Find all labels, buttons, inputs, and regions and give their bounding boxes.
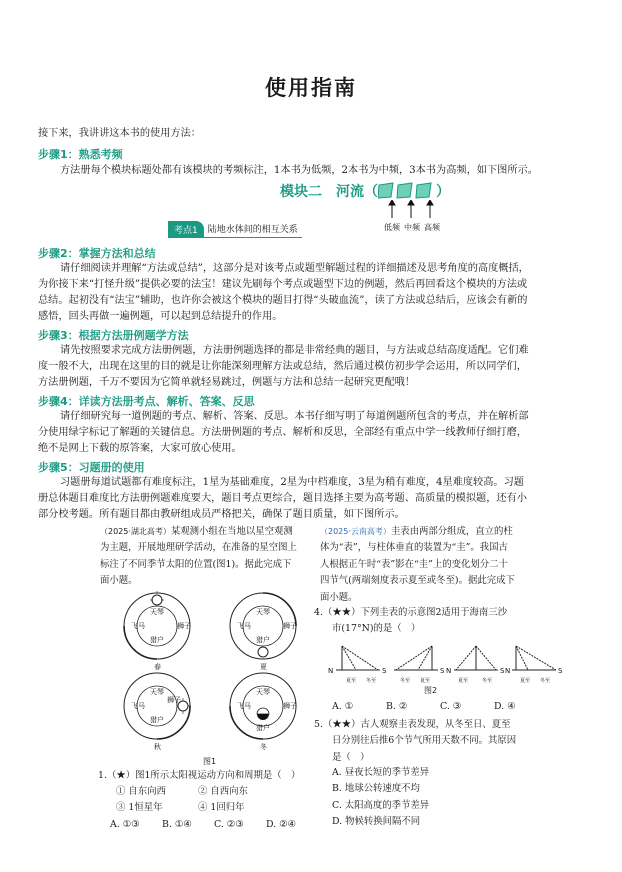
gnomon-4	[512, 646, 556, 670]
g2-mark-2: 夏至	[420, 678, 431, 684]
right-stem-3: 人根据正午时“表”影在“圭”上的变化划分二十	[320, 558, 508, 570]
spring-left: 飞马	[131, 622, 145, 630]
freq-mid-label: 中频	[404, 223, 420, 232]
winter-season: 冬	[260, 743, 267, 751]
g4-mark-1: 夏至	[520, 678, 531, 684]
gnomon-1	[336, 646, 380, 670]
g1-mark-2: 冬至	[366, 678, 377, 684]
step3-line-3: 方法册例题，千万不要因为它简单就轻易跳过，例题与方法和总结一起研究更配哦！	[38, 377, 415, 388]
freq-high-label: 高频	[424, 223, 440, 232]
g1-mark-1: 夏至	[346, 678, 357, 684]
q5-choice-a: A. 昼夜长短的季节差异	[332, 767, 430, 778]
step1-heading: 步骤1：熟悉考频	[38, 148, 123, 161]
q5-line-3: 是（ ）	[332, 751, 370, 763]
summer-right: 狮子	[283, 622, 297, 630]
q1-choice-c: C. ②③	[214, 819, 244, 830]
summer-bottom: 猎户	[256, 636, 270, 644]
q1-choice-d: D. ②④	[266, 819, 296, 830]
q1-stem: 1.（★）图1所示太阳视运动方向和周期是（ ）	[98, 770, 301, 781]
q1-options-ab	[116, 784, 316, 800]
q5-line-2: 日分别往后推6个节气所用天数不同。其原因	[332, 735, 517, 747]
q5-choice-b: B. 地球公转速度不均	[332, 783, 420, 795]
gnomon-2	[394, 646, 438, 670]
freq-low-label: 低频	[384, 223, 400, 232]
summer-top: 天琴	[256, 608, 270, 616]
q4-choice-b: B. ②	[386, 701, 408, 712]
star-map-winter	[230, 673, 297, 751]
summer-season: 夏	[260, 663, 267, 671]
right-source: （2025·云南高考）	[320, 527, 391, 536]
step5-line-3: 部分校考题。所有题目都由教研组成员严格把关，确保了题目质量，如下图所示。	[38, 509, 405, 520]
step4-line-1: 请仔细研究每一道例题的考点、解析、答案、反思。本书仔细写明了每道例题所包含的考点，并在解析部	[60, 411, 529, 422]
kd-title: 陆地水体间的相互关系	[204, 220, 302, 238]
question-4	[314, 605, 507, 638]
left-stem-1: 某观测小组在当地以星空观测	[170, 526, 293, 537]
figure-1-star-maps	[105, 586, 315, 756]
left-stem-4: 面小题。	[100, 575, 138, 587]
module-frequency-demo	[280, 181, 450, 201]
autumn-season: 秋	[154, 743, 161, 751]
step2-heading: 步骤2：掌握方法和总结	[38, 247, 156, 260]
step3-line-2: 度一般不大，出现在这里的目的就是让你能深刻理解方法或总结，然后通过模仿初步学会运用，所以同学们，	[38, 361, 527, 372]
step4-line-2: 分使用绿字标记了解题的关键信息。方法册例题的考点、解析和反思，全部经有重点中学一线教师仔细打磨，	[38, 427, 527, 438]
frequency-arrows	[382, 200, 452, 220]
kd-badge: 考点1	[168, 221, 204, 238]
figure-2-label: 图2	[424, 686, 438, 695]
winter-top: 天琴	[256, 688, 270, 696]
g4-mark-2: 冬至	[540, 678, 551, 684]
g3-s: S	[500, 667, 505, 675]
winter-right: 狮子	[283, 702, 297, 710]
spring-season: 春	[154, 663, 161, 671]
g2-s: S	[440, 667, 445, 675]
frequency-books-icon	[378, 182, 436, 200]
q5-options	[332, 765, 429, 831]
left-stem-2: 为主题，开展地理研学活动，在准备的星空图上	[100, 542, 297, 554]
q4-choice-c: C. ③	[440, 701, 462, 712]
left-question-stem	[100, 524, 310, 590]
g1-n: N	[328, 667, 334, 675]
winter-bottom: 猎户	[256, 724, 270, 732]
q1-opt-2: ② 自西向东	[198, 786, 248, 797]
figure-2-gnomons	[328, 640, 568, 684]
q1-opt-3: ③ 1恒星年	[116, 802, 163, 813]
q1-choice-a: A. ①③	[110, 819, 140, 830]
spring-top: 天琴	[150, 608, 164, 616]
step5-line-1: 习题册每道试题都有难度标注，1星为基础难度，2星为中档难度，3星为稍有难度，4星难度较高。习题	[60, 477, 524, 488]
star-map-summer	[230, 593, 297, 671]
autumn-bottom: 猎户	[150, 716, 164, 724]
spring-bottom: 猎户	[150, 636, 164, 644]
question-1	[98, 768, 300, 784]
winter-left: 飞马	[237, 702, 251, 710]
left-source: （2025·湖北高考）	[100, 527, 171, 536]
q1-options-cd	[116, 800, 316, 816]
page-title: 使用指南	[265, 76, 357, 100]
q1-opt-1: ① 自东向西	[116, 786, 166, 797]
right-stem-2: 体为“表”，与柱体垂直的装置为“圭”。我国古	[320, 542, 508, 554]
autumn-top: 天琴	[150, 688, 164, 696]
q4-line-2: 市(17°N)的是（ ）	[332, 623, 421, 635]
step3-heading: 步骤3：根据方法册例题学方法	[38, 329, 189, 342]
g4-s: S	[558, 667, 563, 675]
step2-line-2: 为你接下来“打怪升级”提供必要的法宝！建议先刷每个考点或题型下边的例题，然后再回看这个模块的方法或	[38, 279, 528, 290]
left-stem-3: 标注了不同季节太阳的位置(图1)。据此完成下	[100, 558, 292, 570]
question-5	[314, 717, 516, 766]
step2-line-1: 请仔细阅读并理解“方法或总结”，这部分是对该考点或题型解题过程的详细描述及思考角度的高度概括，	[60, 263, 529, 274]
step1-text: 方法册每个模块标题处都有该模块的考频标注，1本书为低频，2本书为中频，3本书为高频，如下图所示。	[60, 165, 538, 176]
intro-text: 接下来，我讲讲这本书的使用方法：	[38, 128, 201, 139]
step5-line-2: 册总体题目难度比方法册例题难度要大，题目考点更综合，题目选择主要为高考题、高质量的模拟题，还有小	[38, 493, 527, 504]
step3-line-1: 请先按照要求完成方法册例题，方法册例题选择的都是非常经典的题目，与方法或总结高度适配。它们难	[60, 345, 529, 356]
right-stem-5: 面小题。	[320, 591, 358, 603]
q4-choice-a: A. ①	[332, 701, 354, 712]
right-question-stem	[320, 524, 590, 606]
autumn-left: 飞马	[131, 702, 145, 710]
step5-heading: 步骤5：习题册的使用	[38, 461, 145, 474]
q1-choice-b: B. ①④	[162, 819, 192, 830]
summer-left: 飞马	[237, 622, 251, 630]
q5-choice-d: D. 物候转换间隔不同	[332, 816, 421, 828]
step2-line-3: 总结。起初没有“法宝”辅助，也许你会被这个模块的题目打得“头破血流”，读了方法或总结后，应该会有新的	[38, 295, 528, 306]
q4-choice-d: D. ④	[494, 701, 516, 712]
q1-opt-4: ④ 1回归年	[198, 802, 245, 813]
star-map-spring	[124, 591, 191, 671]
q4-line-1: 4.（★★）下列圭表的示意图2适用于海南三沙	[314, 607, 508, 618]
q5-choice-c: C. 太阳高度的季节差异	[332, 799, 430, 811]
module-title-close: ）	[436, 184, 450, 200]
spring-right: 狮子	[177, 622, 191, 630]
g1-s: S	[382, 667, 387, 675]
g4-n: N	[505, 667, 511, 675]
module-title: 模块二 河流（	[280, 184, 378, 200]
autumn-right: 狮子	[167, 696, 181, 704]
step4-heading: 步骤4：详读方法册考点、解析、答案、反思	[38, 395, 255, 408]
g2-mark-1: 冬至	[400, 678, 411, 684]
q5-line-1: 5.（★★）古人观察圭表发现，从冬至日、夏至	[314, 719, 511, 730]
star-map-autumn	[124, 673, 191, 751]
figure-1-label: 图1	[203, 757, 217, 766]
knowledge-point-demo	[168, 220, 302, 238]
right-stem-4: 四节气(两端刻度表示夏至或冬至)。据此完成下	[320, 575, 515, 587]
right-stem-1: 圭表由两部分组成，直立的柱	[390, 526, 513, 537]
g3-mark-2: 冬至	[482, 678, 493, 684]
g3-mark-1: 夏至	[458, 678, 469, 684]
step2-line-4: 感悟，回头再做一遍例题，可以起到总结提升的作用。	[38, 311, 283, 322]
gnomon-3	[454, 646, 498, 670]
g3-n: N	[446, 667, 452, 675]
step4-line-3: 绝不是网上下载的原答案，大家可放心使用。	[38, 443, 242, 454]
